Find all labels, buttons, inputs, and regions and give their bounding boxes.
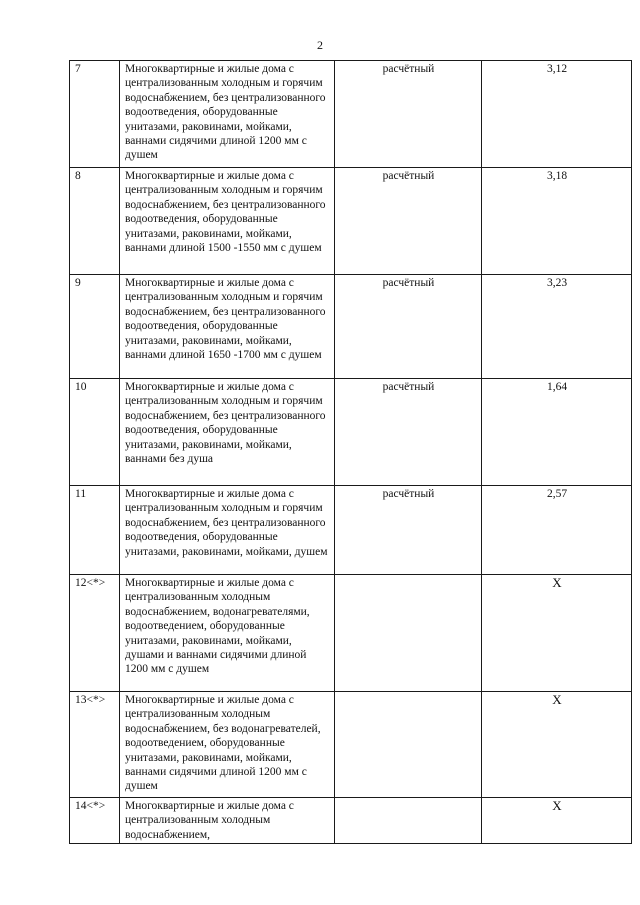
value-cell: Х xyxy=(482,798,632,844)
table-row xyxy=(70,692,632,798)
method-cell xyxy=(335,575,482,692)
value-cell: Х xyxy=(482,575,632,692)
method-cell xyxy=(335,692,482,798)
norms-table xyxy=(69,60,632,844)
value-cell: 3,18 xyxy=(482,168,632,275)
value-cell: 3,23 xyxy=(482,275,632,379)
page-number: 2 xyxy=(317,38,323,52)
table-row xyxy=(70,61,632,168)
value-cell: 2,57 xyxy=(482,486,632,575)
table-row xyxy=(70,168,632,275)
description-cell: Многоквартирные и жилые дома с централизованным холодным и горячим водоснабжением, без централизованного водоотведения, оборудованные унитазами, раковинами, мойками, ваннами длиной 1500 -1550 мм с душем xyxy=(120,168,335,275)
method-cell: расчётный xyxy=(335,168,482,275)
row-number-cell: 11 xyxy=(70,486,120,575)
row-number-cell: 9 xyxy=(70,275,120,379)
value-cell: 1,64 xyxy=(482,379,632,486)
description-cell: Многоквартирные и жилые дома с централизованным холодным водоснабжением, водонагревателями, водоотведением, оборудованные унитазами, раковинами, мойками, душами и ваннами сидячими длиной 1200 мм с душем xyxy=(120,575,335,692)
table-row xyxy=(70,486,632,575)
value-cell: 3,12 xyxy=(482,61,632,168)
description-cell: Многоквартирные и жилые дома с централизованным холодным и горячим водоснабжением, без централизованного водоотведения, оборудованные унитазами, раковинами, мойками, душем xyxy=(120,486,335,575)
row-number-cell: 14<*> xyxy=(70,798,120,844)
row-number-cell: 7 xyxy=(70,61,120,168)
table-row xyxy=(70,379,632,486)
description-cell: Многоквартирные и жилые дома с централизованным холодным водоснабжением, без водонагревателей, водоотведением, оборудованные унитазами, раковинами, мойками, ваннами сидячими длиной 1200 мм с душем xyxy=(120,692,335,798)
table-row xyxy=(70,798,632,844)
description-cell: Многоквартирные и жилые дома с централизованным холодным и горячим водоснабжением, без централизованного водоотведения, оборудованные унитазами, раковинами, мойками, ваннами длиной 1650 -1700 мм с душем xyxy=(120,275,335,379)
description-cell: Многоквартирные и жилые дома с централизованным холодным и горячим водоснабжением, без централизованного водоотведения, оборудованные унитазами, раковинами, мойками, ваннами сидячими длиной 1200 мм с душем xyxy=(120,61,335,168)
method-cell: расчётный xyxy=(335,61,482,168)
row-number-cell: 13<*> xyxy=(70,692,120,798)
description-cell: Многоквартирные и жилые дома с централизованным холодным и горячим водоснабжением, без централизованного водоотведения, оборудованные унитазами, раковинами, мойками, ваннами без душа xyxy=(120,379,335,486)
row-number-cell: 8 xyxy=(70,168,120,275)
method-cell: расчётный xyxy=(335,275,482,379)
value-cell: Х xyxy=(482,692,632,798)
table-row xyxy=(70,575,632,692)
method-cell: расчётный xyxy=(335,379,482,486)
method-cell xyxy=(335,798,482,844)
table-row xyxy=(70,275,632,379)
description-cell: Многоквартирные и жилые дома с централизованным холодным водоснабжением, xyxy=(120,798,335,844)
method-cell: расчётный xyxy=(335,486,482,575)
row-number-cell: 12<*> xyxy=(70,575,120,692)
row-number-cell: 10 xyxy=(70,379,120,486)
